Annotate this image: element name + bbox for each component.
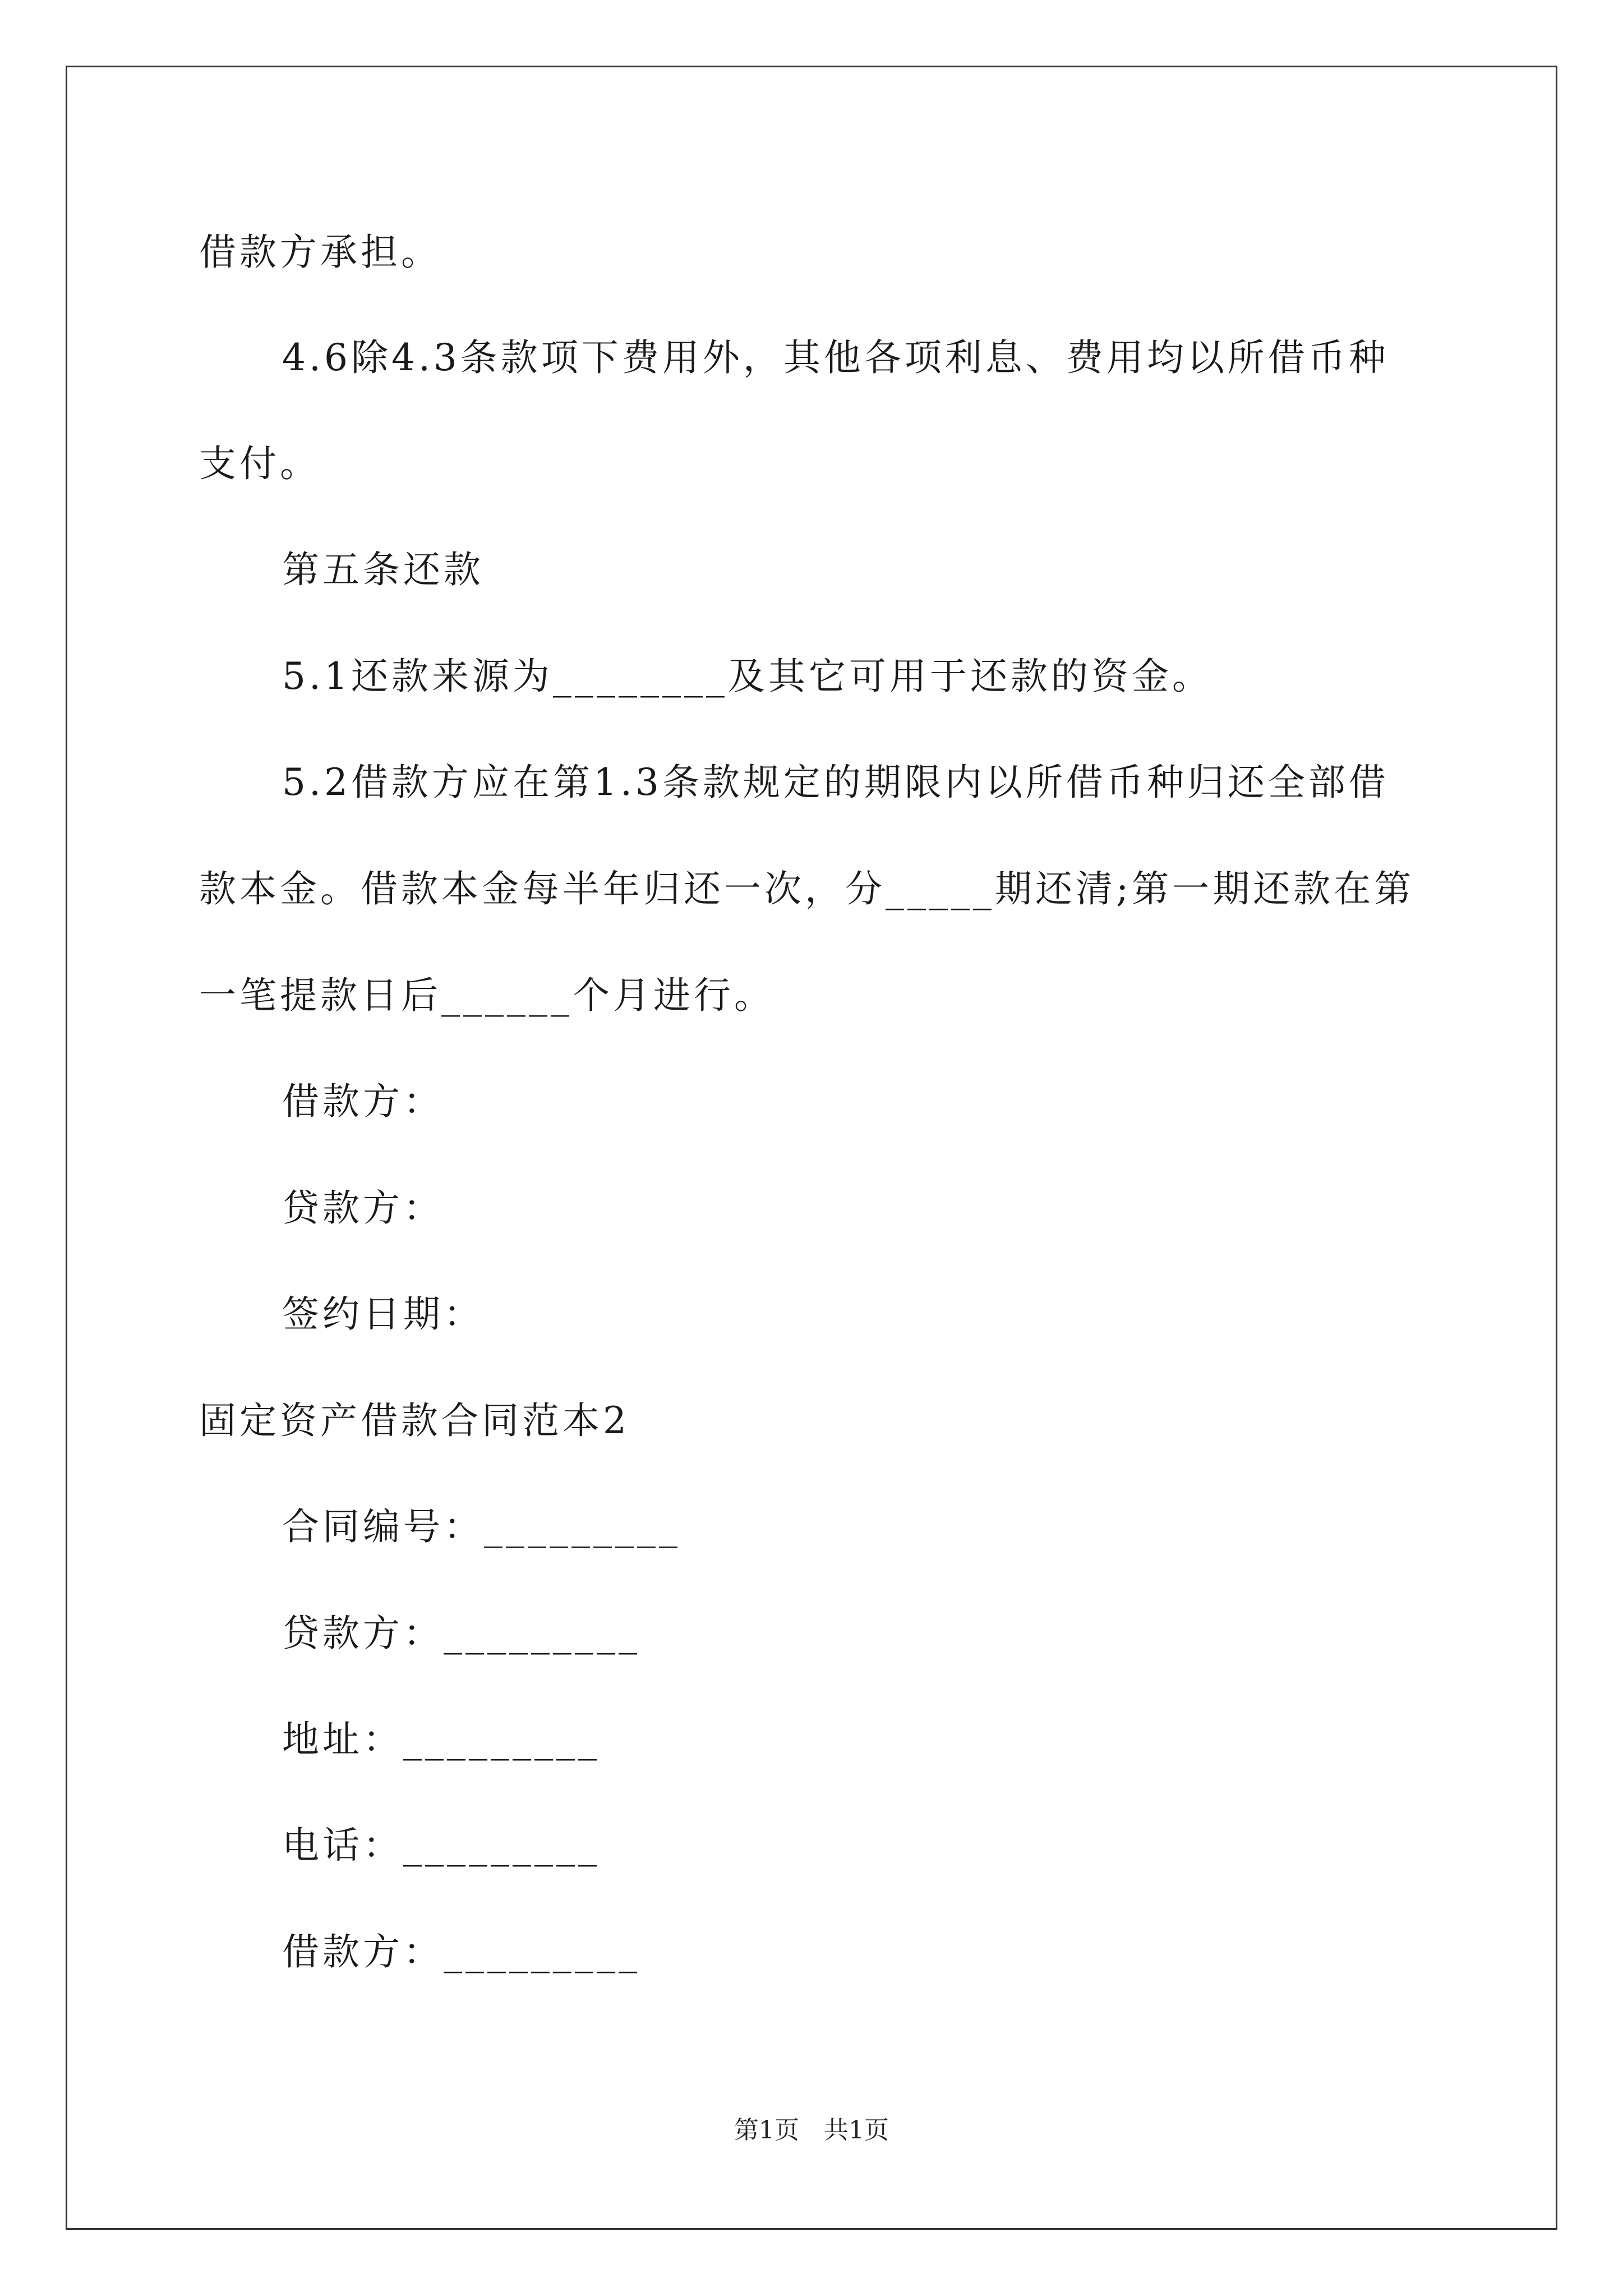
section-heading: 第五条还款	[282, 548, 484, 591]
page-frame	[66, 66, 1557, 2230]
address-field: 地址：_________	[282, 1718, 600, 1761]
contract-number-field: 合同编号：_________	[282, 1505, 681, 1548]
document-title: 固定资产借款合同范本2	[199, 1399, 630, 1442]
signature-borrower: 借款方：	[282, 1080, 444, 1123]
text-line: 5.2借款方应在第1.3条款规定的期限内以所借币种归还全部借	[282, 761, 1389, 804]
text-line: 一笔提款日后______个月进行。	[199, 974, 774, 1017]
phone-field: 电话：_________	[282, 1824, 600, 1867]
page-footer: 第1页 共1页	[734, 2116, 889, 2145]
borrower-field: 借款方：_________	[282, 1930, 640, 1973]
text-line: 5.1还款来源为________及其它可用于还款的资金。	[282, 655, 1212, 698]
signing-date: 签约日期：	[282, 1292, 484, 1336]
text-line: 款本金。借款本金每半年归还一次，分_____期还清;第一期还款在第	[199, 867, 1415, 910]
text-line: 借款方承担。	[199, 231, 441, 274]
text-line: 4.6除4.3条款项下费用外，其他各项利息、费用均以所借币种	[282, 336, 1389, 379]
signature-lender: 贷款方：	[282, 1186, 444, 1230]
lender-field: 贷款方：_________	[282, 1612, 640, 1655]
text-line: 支付。	[199, 442, 320, 485]
